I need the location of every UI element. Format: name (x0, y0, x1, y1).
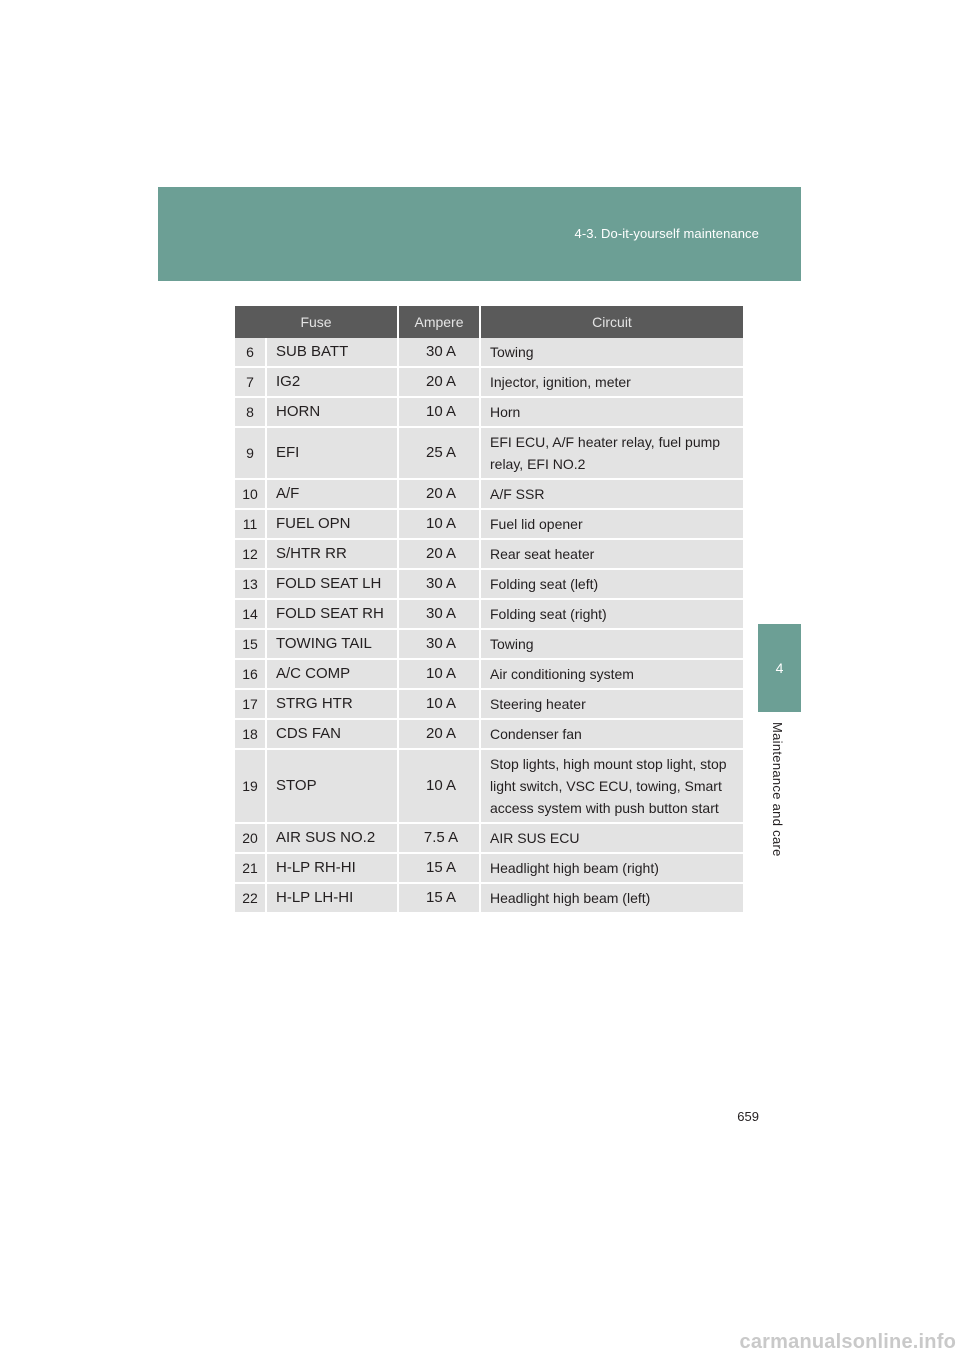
fuse-number: 6 (235, 338, 267, 368)
fuse-name: SUB BATT (267, 338, 399, 368)
fuse-circuit: Steering heater (481, 690, 743, 720)
fuse-number: 21 (235, 854, 267, 884)
fuse-number: 12 (235, 540, 267, 570)
fuse-ampere: 25 A (399, 428, 481, 480)
chapter-tab (758, 624, 801, 712)
table-row (235, 630, 743, 660)
table-row (235, 480, 743, 510)
fuse-name: A/C COMP (267, 660, 399, 690)
fuse-ampere: 15 A (399, 854, 481, 884)
table-row (235, 750, 743, 824)
table-row (235, 398, 743, 428)
section-title: 4-3. Do-it-yourself maintenance (574, 226, 759, 241)
fuse-name: TOWING TAIL (267, 630, 399, 660)
fuse-number: 20 (235, 824, 267, 854)
table-header-row (235, 306, 743, 338)
header-fuse: Fuse (235, 306, 399, 338)
fuse-name: CDS FAN (267, 720, 399, 750)
fuse-circuit: Air conditioning system (481, 660, 743, 690)
fuse-ampere: 10 A (399, 750, 481, 824)
fuse-ampere: 30 A (399, 570, 481, 600)
fuse-ampere: 10 A (399, 398, 481, 428)
table-row (235, 570, 743, 600)
chapter-number: 4 (775, 660, 784, 676)
fuse-circuit: Headlight high beam (right) (481, 854, 743, 884)
fuse-name: S/HTR RR (267, 540, 399, 570)
fuse-circuit: Condenser fan (481, 720, 743, 750)
table-row (235, 690, 743, 720)
fuse-circuit: A/F SSR (481, 480, 743, 510)
header-ampere: Ampere (399, 306, 481, 338)
fuse-table (235, 306, 743, 914)
watermark: carmanualsonline.info (739, 1331, 956, 1353)
fuse-circuit: EFI ECU, A/F heater relay, fuel pump relay, EFI NO.2 (481, 428, 743, 480)
fuse-number: 8 (235, 398, 267, 428)
fuse-number: 14 (235, 600, 267, 630)
fuse-ampere: 15 A (399, 884, 481, 914)
fuse-circuit: Horn (481, 398, 743, 428)
fuse-number: 15 (235, 630, 267, 660)
table-row (235, 338, 743, 368)
table-row (235, 428, 743, 480)
fuse-number: 10 (235, 480, 267, 510)
fuse-ampere: 10 A (399, 510, 481, 540)
fuse-name: H-LP LH-HI (267, 884, 399, 914)
table-row (235, 720, 743, 750)
fuse-circuit: Headlight high beam (left) (481, 884, 743, 914)
fuse-number: 7 (235, 368, 267, 398)
fuse-ampere: 7.5 A (399, 824, 481, 854)
fuse-number: 11 (235, 510, 267, 540)
header-circuit: Circuit (481, 306, 743, 338)
fuse-circuit: Folding seat (left) (481, 570, 743, 600)
fuse-number: 22 (235, 884, 267, 914)
fuse-ampere: 20 A (399, 368, 481, 398)
fuse-name: FOLD SEAT LH (267, 570, 399, 600)
section-header-band (158, 187, 801, 281)
fuse-name: IG2 (267, 368, 399, 398)
fuse-circuit: Towing (481, 630, 743, 660)
page-number: 659 (737, 1109, 759, 1124)
fuse-circuit: Folding seat (right) (481, 600, 743, 630)
fuse-ampere: 10 A (399, 660, 481, 690)
fuse-ampere: 30 A (399, 600, 481, 630)
fuse-name: STRG HTR (267, 690, 399, 720)
fuse-ampere: 20 A (399, 720, 481, 750)
table-row (235, 600, 743, 630)
fuse-number: 17 (235, 690, 267, 720)
fuse-circuit: Stop lights, high mount stop light, stop light switch, VSC ECU, towing, Smart access system with push button start (481, 750, 743, 824)
table-row (235, 660, 743, 690)
fuse-circuit: Towing (481, 338, 743, 368)
fuse-name: A/F (267, 480, 399, 510)
fuse-ampere: 20 A (399, 540, 481, 570)
fuse-name: AIR SUS NO.2 (267, 824, 399, 854)
fuse-circuit: Injector, ignition, meter (481, 368, 743, 398)
fuse-name: FUEL OPN (267, 510, 399, 540)
fuse-ampere: 30 A (399, 630, 481, 660)
fuse-number: 19 (235, 750, 267, 824)
fuse-ampere: 10 A (399, 690, 481, 720)
fuse-number: 16 (235, 660, 267, 690)
table-row (235, 368, 743, 398)
table-row (235, 884, 743, 914)
fuse-name: HORN (267, 398, 399, 428)
fuse-number: 13 (235, 570, 267, 600)
table-row (235, 510, 743, 540)
fuse-ampere: 20 A (399, 480, 481, 510)
table-row (235, 540, 743, 570)
fuse-name: EFI (267, 428, 399, 480)
fuse-name: FOLD SEAT RH (267, 600, 399, 630)
fuse-ampere: 30 A (399, 338, 481, 368)
fuse-name: STOP (267, 750, 399, 824)
chapter-label: Maintenance and care (770, 722, 785, 857)
fuse-circuit: AIR SUS ECU (481, 824, 743, 854)
fuse-circuit: Rear seat heater (481, 540, 743, 570)
fuse-number: 18 (235, 720, 267, 750)
table-row (235, 824, 743, 854)
fuse-number: 9 (235, 428, 267, 480)
table-row (235, 854, 743, 884)
fuse-circuit: Fuel lid opener (481, 510, 743, 540)
fuse-name: H-LP RH-HI (267, 854, 399, 884)
